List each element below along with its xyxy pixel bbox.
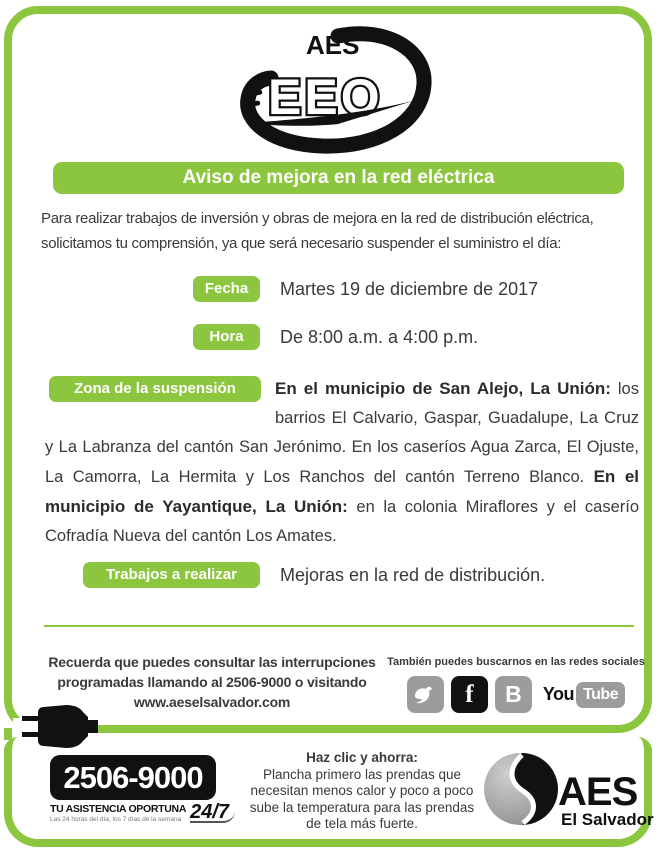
aes-bottom-region: El Salvador [561, 810, 654, 829]
aes-sphere-icon [484, 753, 558, 825]
social-heading: También puedes buscarnos en las redes sociales [387, 656, 645, 668]
tip-line-4: de tela más fuerte. [306, 816, 418, 831]
youtube-tube-text: Tube [576, 682, 625, 708]
zona-paragraph [45, 374, 639, 551]
plug-icon [22, 703, 106, 751]
youtube-icon[interactable] [543, 682, 625, 708]
twitter-icon[interactable] [407, 676, 444, 713]
fecha-badge: Fecha [193, 276, 260, 302]
notice-panel [4, 6, 652, 733]
website-link[interactable]: www.aeselsalvador.com [133, 694, 291, 710]
blogger-glyph: B [505, 681, 522, 707]
phone-badge[interactable]: 2506-9000 [50, 755, 216, 800]
zona-municipio-1: En el municipio de San Alejo, La Unión: [275, 379, 611, 398]
tip-line-1: Plancha primero las prendas que [262, 766, 462, 782]
zona-badge: Zona de la suspensión [49, 376, 261, 402]
hora-value: De 8:00 a.m. a 4:00 p.m. [280, 327, 479, 347]
trabajos-badge: Trabajos a realizar [83, 562, 260, 588]
reminder-line-2: programadas llamando al 2506-9000 o visitando [57, 674, 367, 690]
assistance-label: TU ASISTENCIA OPORTUNA [50, 803, 187, 815]
aes-eeo-logo-eeo-text: EEO [268, 69, 383, 125]
aes-el-salvador-logo [482, 747, 654, 833]
social-icons-row [380, 676, 652, 713]
footer-panel [4, 737, 652, 847]
youtube-you-text: You [542, 684, 575, 704]
fecha-value: Martes 19 de diciembre de 2017 [280, 279, 539, 299]
zona-text-2: en la colonia Miraflores y el caserío Cofradía Nueva del cantón Los Amates. [45, 498, 640, 545]
fecha-row [193, 276, 260, 302]
trabajos-value: Mejoras en la red de distribución. [280, 565, 546, 585]
zona-text-1: los barrios El Calvario, Gaspar, Guadalupe, La Cruz y La Labranza del cantón San Jerónimo. En los caseríos Agua Zarca, El Ojuste, La Camorra, La Hermita y Los Ranchos del cantón Terreno Blanco. [45, 380, 639, 486]
social-section [380, 656, 652, 713]
hora-row [193, 324, 260, 350]
phone-block [50, 755, 240, 823]
hora-badge: Hora [193, 324, 260, 350]
intro-line-1: Para realizar trabajos de inversión y obras de mejora en la red de distribución eléctrica, [41, 210, 594, 227]
divider-line [44, 625, 634, 627]
facebook-glyph: f [465, 680, 474, 708]
facebook-icon[interactable] [451, 676, 488, 713]
aes-bottom-name: AES [558, 770, 638, 814]
intro-line-2: solicitamos tu comprensión, ya que será necesario suspender el suministro el día: [41, 235, 562, 252]
intro-paragraph [41, 206, 643, 256]
zona-municipio-2: En el municipio de Yayantique, La Unión: [45, 467, 640, 516]
aes-eeo-logo [214, 22, 464, 160]
trabajos-row [83, 562, 260, 588]
24-7-badge: 24/7 [190, 803, 235, 823]
energy-tip [234, 750, 490, 833]
hours-note: Las 24 horas del día, los 7 días de la semana [50, 816, 182, 823]
tip-line-3: sube la temperatura para las prendas [249, 799, 475, 815]
aes-eeo-logo-aes-text: AES [306, 30, 360, 60]
blogger-icon[interactable] [495, 676, 532, 713]
notice-title: Aviso de mejora en la red eléctrica [53, 162, 624, 194]
tip-title: Haz clic y ahorra: [306, 750, 418, 765]
reminder-line-1: Recuerda que puedes consultar las interrupciones [48, 654, 376, 670]
tip-line-2: necesitan menos calor y poco a poco [250, 783, 474, 798]
assistance-row [50, 803, 240, 823]
